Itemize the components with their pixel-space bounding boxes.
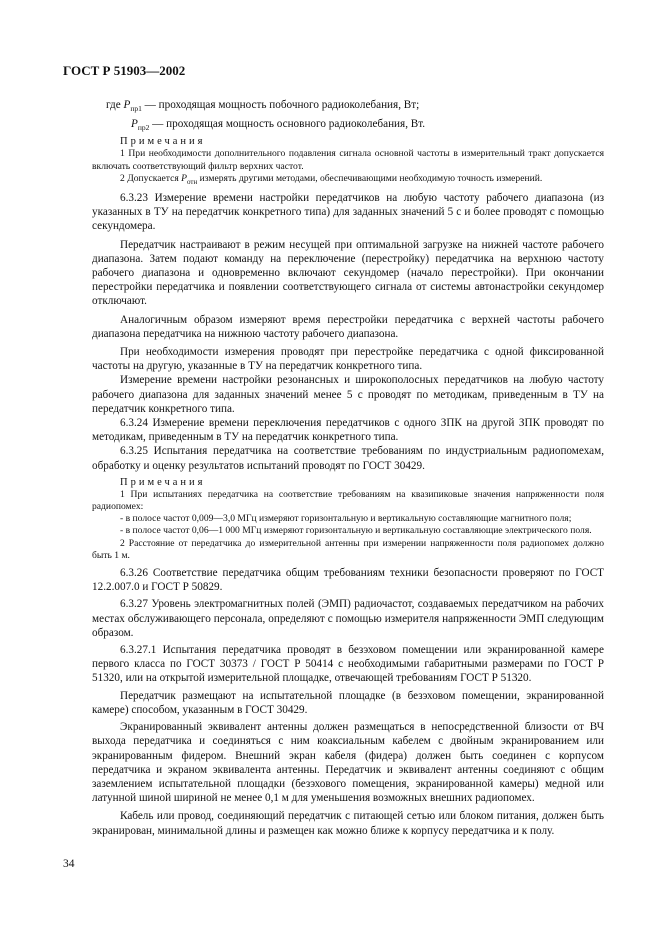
definition-text: — проходящая мощность основного радиоколебания, Вт. bbox=[149, 117, 426, 130]
note-symbol: P bbox=[181, 172, 188, 184]
definition-subscript: пр1 bbox=[130, 104, 142, 114]
note-item bbox=[92, 173, 604, 188]
note-text: измерять другими методами, обеспечивающими необходимую точность измерений. bbox=[197, 172, 543, 184]
page-number: 34 bbox=[63, 858, 75, 870]
definition-text: — проходящая мощность побочного радиоколебания, Вт; bbox=[141, 99, 420, 111]
paragraph: 6.3.23 Измерение времени настройки передатчиков на любую частоту рабочего диапазона (из указанных в ТУ на передатчик конкретного типа) для заданных значений 5 с и более проводят с помощью секундомера. bbox=[92, 191, 604, 233]
note-item: - в полосе частот 0,009—3,0 МГц измеряют горизонтальную и вертикальную составляющие магнитного поля; bbox=[120, 513, 572, 525]
definition-line bbox=[131, 117, 604, 136]
document-body bbox=[92, 98, 604, 838]
paragraph: Передатчик настраивают в режим несущей при оптимальной загрузке на нижней частоте рабочего диапазона. Затем подают команду на переключение (перестройку) передатчика на верхнюю частоту рабочего диапазона и одновременно включают секундомер (начало перестройки). При окончании перестройки передатчика и появлении соответствующего сигнала от системы автонастройки секундомер отключают. bbox=[92, 238, 604, 308]
paragraph: 6.3.26 Соответствие передатчика общим требованиям техники безопасности проверяют по ГОСТ 12.2.007.0 и ГОСТ Р 50829. bbox=[92, 567, 604, 594]
paragraph: Передатчик размещают на испытательной площадке (в безэховом помещении, экранированной камере) способом, указанным в ГОСТ 30429. bbox=[92, 689, 604, 716]
note-item: 1 При испытаниях передатчика на соответствие требованиям на квазипиковые значения напряженности поля радиопомех: bbox=[92, 488, 604, 513]
document-header: ГОСТ Р 51903—2002 bbox=[63, 63, 186, 78]
definition-lead: где bbox=[106, 99, 124, 111]
notes-heading: Примечания bbox=[120, 136, 206, 148]
note-item: 2 Расстояние от передатчика до измерительной антенны при измерении напряженности поля радиопомех должно быть 1 м. bbox=[92, 537, 604, 561]
note-item: - в полосе частот 0,06—1 000 МГц измеряют горизонтальную и вертикальную составляющие электрического поля. bbox=[120, 525, 592, 537]
note-text: 2 Допускается bbox=[120, 172, 182, 184]
paragraph: 6.3.25 Испытания передатчика на соответствие требованиям по индустриальным радиопомехам, обработку и оценку результатов испытаний проводят по ГОСТ 30429. bbox=[92, 445, 604, 472]
paragraph: 6.3.27.1 Испытания передатчика проводят в безэховом помещении или экранированной камере первого класса по ГОСТ 30373 / ГОСТ Р 50414 с необходимыми габаритными размерами по ГОСТ Р 51320, или на открытой измерительной площадке, отвечающей требованиям ГОСТ Р 51320. bbox=[92, 644, 604, 685]
notes-heading: Примечания bbox=[120, 476, 206, 488]
definition-symbol: P bbox=[131, 117, 138, 130]
paragraph: Аналогичным образом измеряют время перестройки передатчика с верхней частоты рабочего диапазона передатчика на нижнюю частоту рабочего диапазона. bbox=[92, 313, 604, 340]
paragraph: Измерение времени настройки резонансных и широкополосных передатчиков на любую частоту рабочего диапазона для заданных значений менее 5 с проводят по методикам, приведенным в ТУ на передатчик конкретного типа. bbox=[92, 374, 604, 415]
paragraph: При необходимости измерения проводят при перестройке передатчика с одной фиксированной частоты на другую, указанные в ТУ на передатчик конкретного типа. bbox=[92, 346, 604, 373]
paragraph: 6.3.27 Уровень электромагнитных полей (ЭМП) радиочастот, создаваемых передатчиком на рабочих местах обслуживающего персонала, определяют с помощью измерителя напряженности ЭМП следующим образом. bbox=[92, 598, 604, 639]
paragraph: Кабель или провод, соединяющий передатчик с питающей сетью или блоком питания, должен быть экранирован, минимальной длины и размещен как можно ближе к корпусу передатчика и к полу. bbox=[92, 810, 604, 837]
definition-symbol: P bbox=[123, 99, 131, 111]
paragraph: Экранированный эквивалент антенны должен размещаться в непосредственной близости от ВЧ выхода передатчика и соединяться с ним коаксиальным кабелем с двойным экранированием или экранированным фидером. Внешний экран кабеля (фидера) должен быть соединен с корпусом передатчика и экраном эквивалента антенны. Передатчик и эквивалент антенны соединяют с общим заземлением испытательной площадки (безэхового помещения, экранированной камеры) медной или латунной шиной шириной не менее 0,1 м для уменьшения возможных внешних радиопомех. bbox=[92, 721, 604, 805]
note-subscript: отн bbox=[187, 177, 198, 186]
definition-subscript: пр2 bbox=[137, 122, 150, 132]
note-item: 1 При необходимости дополнительного подавления сигнала основной частоты в измерительный тракт допускается включать соответствующий фильтр верхних частот. bbox=[92, 148, 604, 172]
paragraph: 6.3.24 Измерение времени переключения передатчиков с одного ЗПК на другой ЗПК проводят по методикам, приведенным в ТУ на передатчик конкретного типа. bbox=[92, 417, 604, 444]
definition-line bbox=[106, 98, 604, 117]
